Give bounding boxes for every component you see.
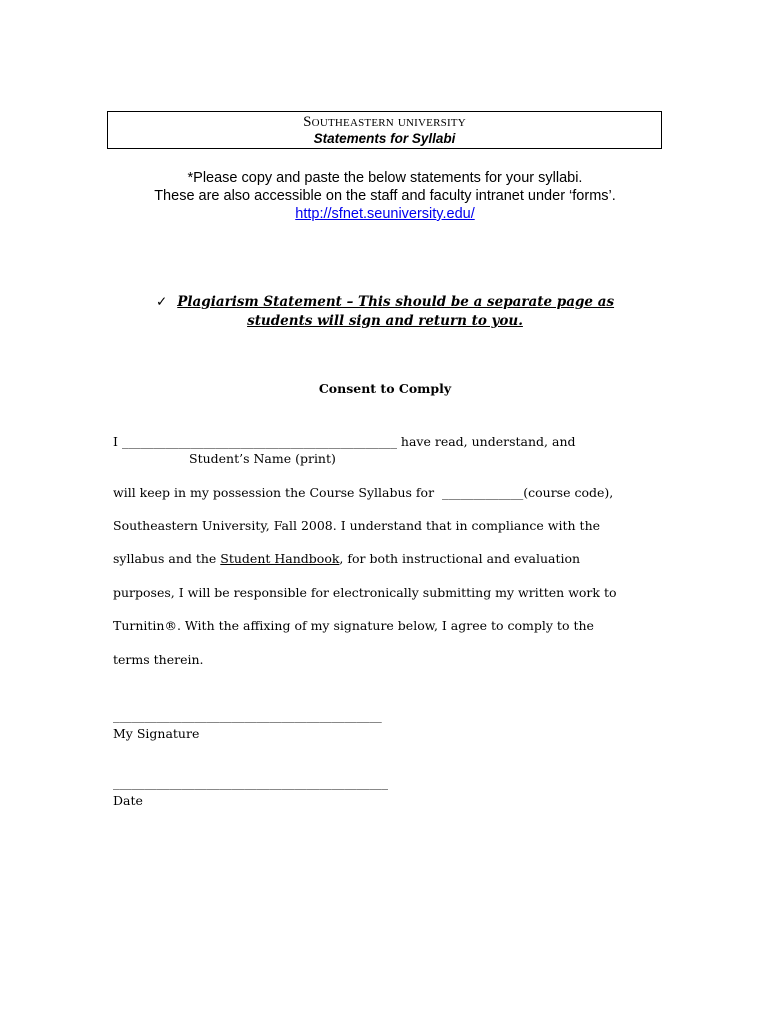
student-name-caption: Student’s Name (print) bbox=[189, 451, 336, 466]
header-box bbox=[107, 111, 662, 149]
consent-line-6: Turnitin®. With the affixing of my signature below, I agree to comply to the bbox=[113, 618, 594, 633]
consent-line-7: terms therein. bbox=[113, 652, 204, 667]
plagiarism-line-2: students will sign and return to you. bbox=[247, 313, 523, 329]
date-line: ____________________________________________ bbox=[113, 775, 388, 790]
intro-line-2: These are also accessible on the staff and faculty intranet under ‘forms’. bbox=[154, 188, 616, 204]
consent-line-1: I ____________________________________________ have read, understand, and bbox=[113, 434, 576, 449]
plagiarism-line-1: Plagiarism Statement – This should be a separate page as bbox=[177, 294, 615, 310]
university-name: Southeastern university bbox=[303, 114, 466, 130]
consent-title: Consent to Comply bbox=[318, 381, 452, 396]
consent-line-2: will keep in my possession the Course Syllabus for _____________(course code), bbox=[113, 485, 614, 500]
student-handbook-link: Student Handbook bbox=[220, 551, 340, 566]
consent-line-5: purposes, I will be responsible for electronically submitting my written work to bbox=[113, 585, 617, 600]
intro-block bbox=[0, 169, 770, 223]
plagiarism-heading bbox=[0, 293, 770, 331]
document-subtitle: Statements for Syllabi bbox=[313, 131, 456, 146]
consent-line-4: syllabus and the Student Handbook, for both instructional and evaluation bbox=[113, 551, 581, 566]
signature-line: ___________________________________________ bbox=[113, 708, 382, 723]
checkmark-icon: ✓ bbox=[155, 294, 168, 310]
consent-line-3: Southeastern University, Fall 2008. I understand that in compliance with the bbox=[113, 518, 601, 533]
date-label: Date bbox=[113, 793, 143, 808]
course-code-blank: _____________ bbox=[442, 485, 524, 500]
student-name-blank: ____________________________________________ bbox=[121, 434, 397, 449]
signature-label: My Signature bbox=[113, 726, 200, 741]
intro-line-1: *Please copy and paste the below statements for your syllabi. bbox=[187, 170, 583, 186]
intranet-link[interactable]: http://sfnet.seuniversity.edu/ bbox=[295, 206, 475, 222]
